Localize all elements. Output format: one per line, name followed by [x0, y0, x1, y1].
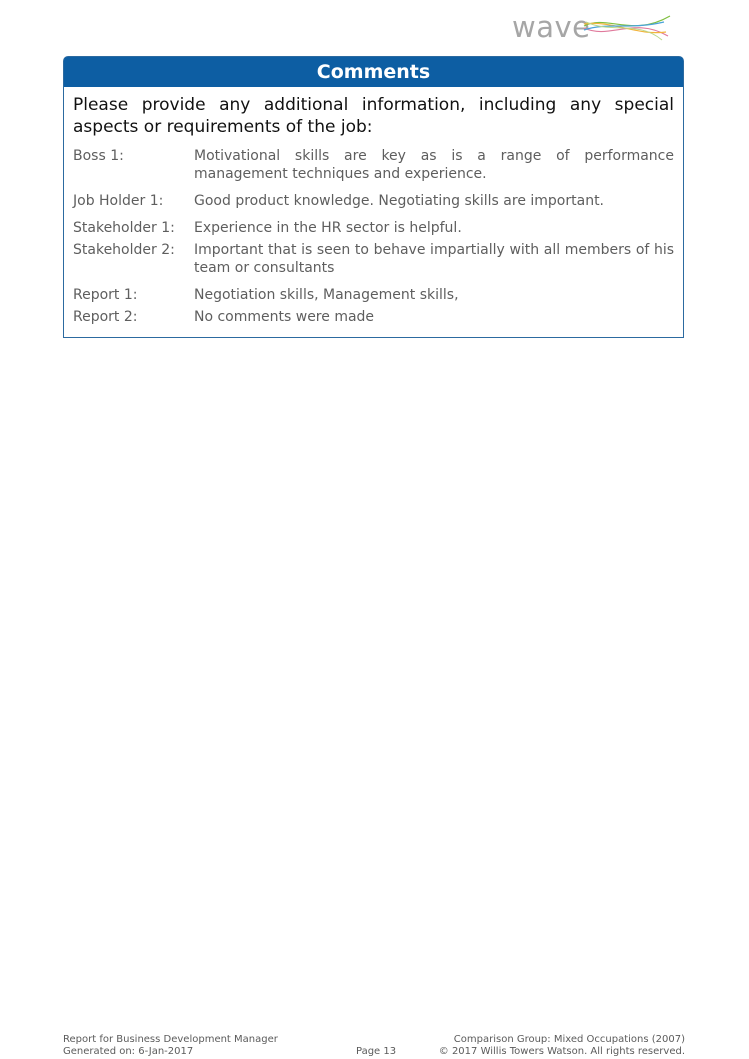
comment-text: Good product knowledge. Negotiating skills are important. [194, 193, 605, 209]
comment-row [73, 286, 674, 304]
footer-report-for: Report for Business Development Manager [63, 1034, 278, 1045]
comment-row [73, 219, 674, 237]
footer-page-number: Page 13 [356, 1046, 397, 1057]
comment-row [73, 192, 674, 210]
section-prompt: Please provide any additional information, including any special aspects or requirements of the job: [73, 95, 674, 137]
footer-comparison-group: Comparison Group: Mixed Occupations (2007) [453, 1034, 685, 1045]
comments-panel [63, 56, 684, 338]
comments-body [64, 87, 683, 326]
comment-label: Boss 1: [73, 148, 124, 164]
comment-label: Job Holder 1: [73, 193, 164, 209]
comment-text: Negotiation skills, Management skills, [194, 287, 459, 303]
wave-logo [512, 8, 672, 44]
comment-label: Stakeholder 1: [73, 220, 175, 236]
comment-label: Report 2: [73, 309, 138, 325]
wave-swoosh-icon [582, 10, 672, 42]
comment-text: Experience in the HR sector is helpful. [194, 220, 462, 236]
comment-label: Stakeholder 2: [73, 242, 175, 258]
comment-label: Report 1: [73, 287, 138, 303]
comment-row [73, 308, 674, 326]
footer-left [63, 1034, 278, 1058]
comment-row [73, 147, 674, 183]
comment-text: No comments were made [194, 309, 375, 325]
logo-text: wave [512, 10, 591, 44]
comment-row [73, 241, 674, 277]
footer-right [439, 1034, 685, 1058]
comment-text: Important that is seen to behave impartially with all members of his team or consultants [194, 242, 674, 276]
footer-copyright: © 2017 Willis Towers Watson. All rights reserved. [438, 1046, 685, 1057]
footer-generated-on: Generated on: 6-Jan-2017 [63, 1046, 194, 1057]
comment-text: Motivational skills are key as is a range of performance management techniques and experience. [194, 148, 674, 182]
section-title: Comments [64, 57, 683, 87]
